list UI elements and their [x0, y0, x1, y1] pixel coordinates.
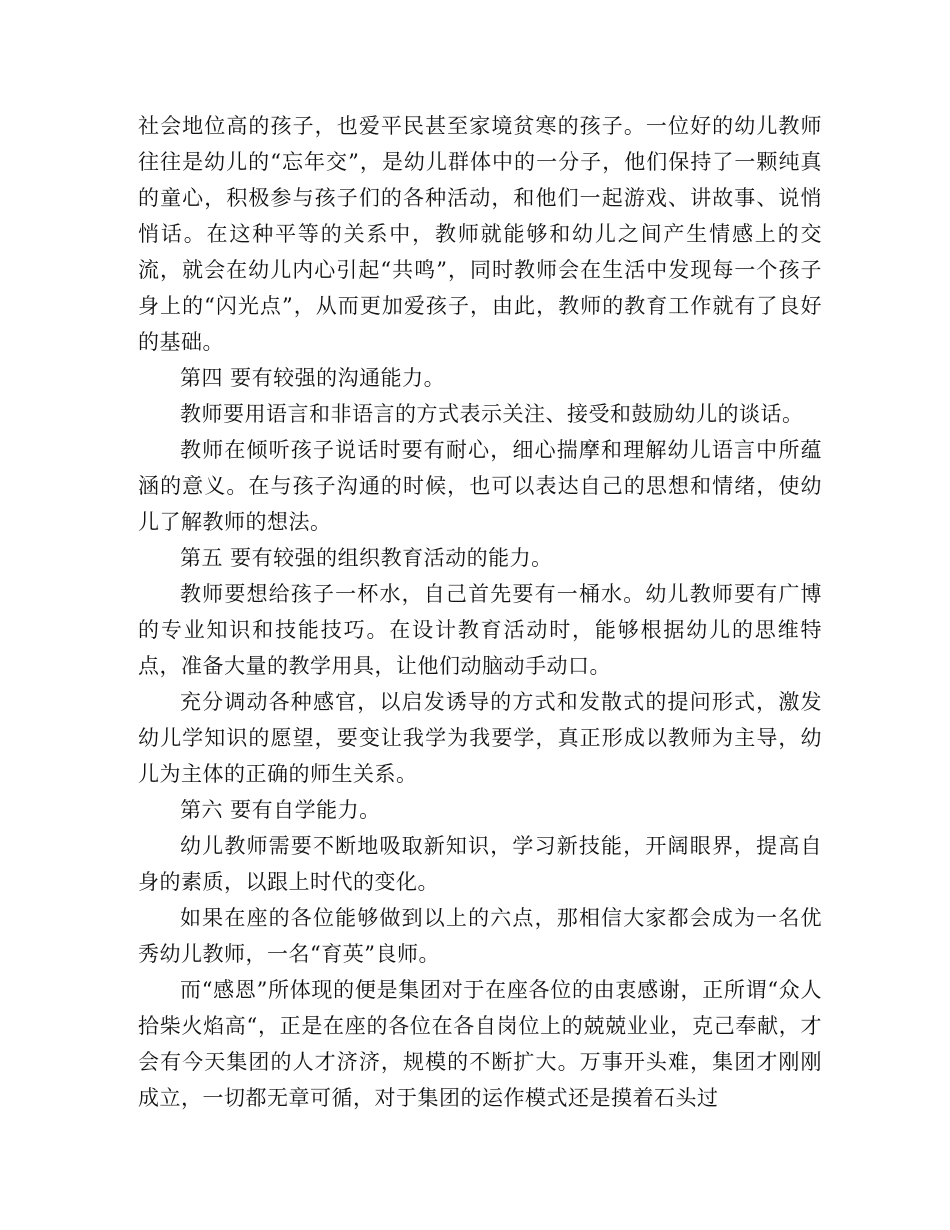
paragraph-1: 社会地位高的孩子，也爱平民甚至家境贫寒的孩子。一位好的幼儿教师往往是幼儿的“忘年交”，是幼儿群体中的一分子，他们保持了一颗纯真的童心，积极参与孩子们的各种活动，和他们一起游戏、讲故事、说悄悄话。在这种平等的关系中，教师就能够和幼儿之间产生情感上的交流，就会在幼儿内心引起“共鸣”，同时教师会在生活中发现每一个孩子身上的“闪光点”，从而更加爱孩子，由此，教师的教育工作就有了良好的基础。	[138, 114, 822, 354]
paragraph-4: 教师在倾听孩子说话时要有耐心，细心揣摩和理解幼儿语言中所蕴涵的意义。在与孩子沟通的时候，也可以表达自己的思想和情绪，使幼儿了解教师的想法。	[138, 438, 822, 534]
paragraph-3: 教师要用语言和非语言的方式表示关注、接受和鼓励幼儿的谈话。	[180, 402, 804, 426]
document-page	[138, 108, 822, 1116]
heading-fourth-communication: 第四 要有较强的沟通能力。	[180, 366, 446, 390]
paragraph-6: 教师要想给孩子一杯水，自己首先要有一桶水。幼儿教师要有广博的专业知识和技能技巧。在设计教育活动时，能够根据幼儿的思维特点，准备大量的教学用具，让他们动脑动手动口。	[138, 582, 822, 678]
heading-fifth-organization: 第五 要有较强的组织教育活动的能力。	[180, 546, 553, 570]
paragraph-7: 充分调动各种感官，以启发诱导的方式和发散式的提问形式，激发幼儿学知识的愿望，要变让我学为我要学，真正形成以教师为主导，幼儿为主体的正确的师生关系。	[138, 690, 822, 786]
heading-sixth-self-study: 第六 要有自学能力。	[180, 798, 381, 822]
paragraph-9: 幼儿教师需要不断地吸取新知识，学习新技能，开阔眼界，提高自身的素质，以跟上时代的变化。	[138, 834, 822, 894]
paragraph-11: 而“感恩”所体现的便是集团对于在座各位的由衷感谢，正所谓“众人拾柴火焰高“，正是在座的各位在各自岗位上的兢兢业业，克己奉献，才会有今天集团的人才济济，规模的不断扩大。万事开头难，集团才刚刚成立，一切都无章可循，对于集团的运作模式还是摸着石头过	[138, 978, 822, 1110]
paragraph-10: 如果在座的各位能够做到以上的六点，那相信大家都会成为一名优秀幼儿教师，一名“育英”良师。	[138, 906, 822, 966]
